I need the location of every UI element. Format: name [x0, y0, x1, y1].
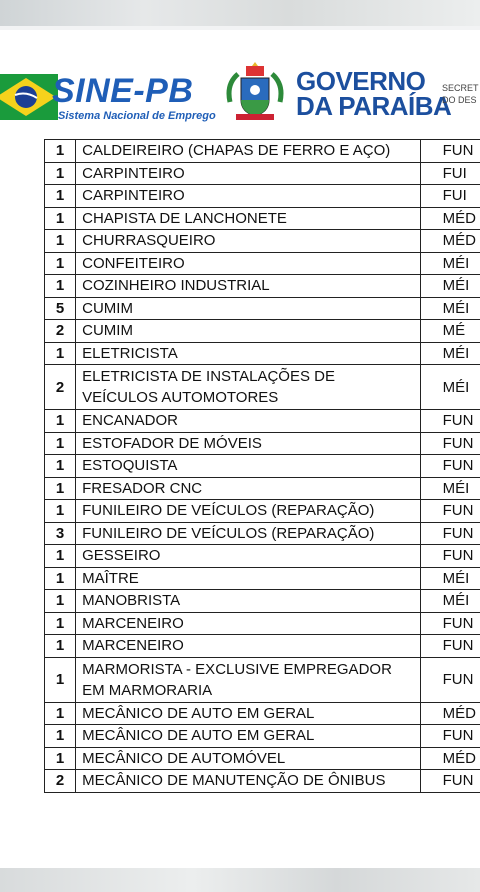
table-row [45, 252, 480, 275]
occupation-cell: MARCENEIRO [76, 635, 421, 658]
table-row [45, 590, 480, 613]
occupation-cell: ESTOQUISTA [76, 455, 421, 478]
occupation-cell: CHAPISTA DE LANCHONETE [76, 207, 421, 230]
education-cell: MÉD [420, 207, 480, 230]
quantity-cell: 1 [45, 635, 76, 658]
quantity-cell: 1 [45, 455, 76, 478]
table-row [45, 365, 480, 410]
quantity-cell: 1 [45, 162, 76, 185]
government-line-2: DA PARAÍBA [296, 91, 452, 121]
quantity-cell: 1 [45, 432, 76, 455]
table-row [45, 342, 480, 365]
occupation-cell: FRESADOR CNC [76, 477, 421, 500]
table-row [45, 410, 480, 433]
table-row [45, 635, 480, 658]
education-cell: FUN [420, 612, 480, 635]
table-row [45, 500, 480, 523]
blurred-top-strip [0, 0, 480, 26]
quantity-cell: 1 [45, 410, 76, 433]
top-strip-edge [0, 26, 480, 30]
occupation-cell: CALDEIREIRO (CHAPAS DE FERRO E AÇO) [76, 140, 421, 163]
quantity-cell: 1 [45, 590, 76, 613]
occupation-cell: ESTOFADOR DE MÓVEIS [76, 432, 421, 455]
education-cell: MÉI [420, 590, 480, 613]
education-cell: MÉ [420, 320, 480, 343]
quantity-cell: 1 [45, 567, 76, 590]
education-cell: MÉI [420, 342, 480, 365]
occupation-cell: FUNILEIRO DE VEÍCULOS (REPARAÇÃO) [76, 522, 421, 545]
education-cell: FUN [420, 635, 480, 658]
education-cell: FUN [420, 522, 480, 545]
sine-pb-subtitle: Sistema Nacional de Emprego [58, 110, 216, 122]
occupation-cell: ELETRICISTA [76, 342, 421, 365]
education-cell: FUI [420, 185, 480, 208]
table-row [45, 702, 480, 725]
government-line-1: GOVERNO [296, 66, 426, 96]
quantity-cell: 3 [45, 522, 76, 545]
table-row [45, 275, 480, 298]
table-row [45, 230, 480, 253]
education-cell: MÉI [420, 252, 480, 275]
table-row [45, 320, 480, 343]
secretariat-line-2: DO DES [442, 95, 477, 105]
document-header [0, 54, 480, 124]
occupation-cell: MAÎTRE [76, 567, 421, 590]
education-cell: FUN [420, 545, 480, 568]
education-cell: FUN [420, 500, 480, 523]
secretariat-line-1: SECRET [442, 83, 479, 93]
occupation-cell: GESSEIRO [76, 545, 421, 568]
quantity-cell: 1 [45, 657, 76, 702]
blurred-bottom-strip [0, 868, 480, 892]
brazil-flag-icon [0, 74, 58, 120]
quantity-cell: 1 [45, 342, 76, 365]
education-cell: MÉI [420, 275, 480, 298]
education-cell: MÉI [420, 365, 480, 410]
table-row [45, 185, 480, 208]
government-title [296, 66, 452, 121]
quantity-cell: 1 [45, 545, 76, 568]
education-cell: FUN [420, 410, 480, 433]
occupation-cell: CUMIM [76, 320, 421, 343]
quantity-cell: 1 [45, 725, 76, 748]
quantity-cell: 1 [45, 207, 76, 230]
occupation-cell: FUNILEIRO DE VEÍCULOS (REPARAÇÃO) [76, 500, 421, 523]
table-row [45, 522, 480, 545]
secretariat-label [442, 82, 479, 106]
paraiba-coat-of-arms-icon [224, 62, 286, 124]
occupation-cell: MARCENEIRO [76, 612, 421, 635]
education-cell: MÉI [420, 297, 480, 320]
occupation-cell: MECÂNICO DE AUTOMÓVEL [76, 747, 421, 770]
education-cell: MÉI [420, 477, 480, 500]
education-cell: MÉD [420, 747, 480, 770]
quantity-cell: 2 [45, 770, 76, 793]
table-row [45, 140, 480, 163]
education-cell: MÉI [420, 567, 480, 590]
education-cell: FUN [420, 455, 480, 478]
table-row [45, 612, 480, 635]
table-row [45, 162, 480, 185]
quantity-cell: 1 [45, 275, 76, 298]
table-row [45, 477, 480, 500]
occupation-cell: COZINHEIRO INDUSTRIAL [76, 275, 421, 298]
quantity-cell: 1 [45, 477, 76, 500]
education-cell: FUN [420, 770, 480, 793]
occupation-cell: MECÂNICO DE AUTO EM GERAL [76, 725, 421, 748]
occupation-cell: MECÂNICO DE AUTO EM GERAL [76, 702, 421, 725]
quantity-cell: 1 [45, 500, 76, 523]
table-row [45, 747, 480, 770]
education-cell: FUI [420, 162, 480, 185]
occupation-cell: CONFEITEIRO [76, 252, 421, 275]
quantity-cell: 2 [45, 320, 76, 343]
job-vacancies-table [44, 139, 480, 793]
quantity-cell: 5 [45, 297, 76, 320]
table-row [45, 545, 480, 568]
occupation-cell: CARPINTEIRO [76, 185, 421, 208]
occupation-cell: ENCANADOR [76, 410, 421, 433]
quantity-cell: 1 [45, 747, 76, 770]
quantity-cell: 1 [45, 230, 76, 253]
table-row [45, 432, 480, 455]
education-cell: FUN [420, 432, 480, 455]
table-row [45, 770, 480, 793]
education-cell: FUN [420, 657, 480, 702]
occupation-cell: MANOBRISTA [76, 590, 421, 613]
occupation-cell: ELETRICISTA DE INSTALAÇÕES DE VEÍCULOS AUTOMOTORES [76, 365, 421, 410]
education-cell: FUN [420, 140, 480, 163]
education-cell: MÉD [420, 702, 480, 725]
table-row [45, 297, 480, 320]
quantity-cell: 1 [45, 140, 76, 163]
table-row [45, 455, 480, 478]
quantity-cell: 1 [45, 252, 76, 275]
quantity-cell: 1 [45, 185, 76, 208]
table-row [45, 207, 480, 230]
occupation-cell: CUMIM [76, 297, 421, 320]
occupation-cell: CHURRASQUEIRO [76, 230, 421, 253]
quantity-cell: 2 [45, 365, 76, 410]
table-row [45, 657, 480, 702]
occupation-cell: MARMORISTA - EXCLUSIVE EMPREGADOR EM MARMORARIA [76, 657, 421, 702]
table-row [45, 725, 480, 748]
quantity-cell: 1 [45, 612, 76, 635]
table-row [45, 567, 480, 590]
quantity-cell: 1 [45, 702, 76, 725]
education-cell: MÉD [420, 230, 480, 253]
occupation-cell: CARPINTEIRO [76, 162, 421, 185]
occupation-cell: MECÂNICO DE MANUTENÇÃO DE ÔNIBUS [76, 770, 421, 793]
education-cell: FUN [420, 725, 480, 748]
sine-pb-logo-text: SINE-PB [52, 72, 194, 110]
